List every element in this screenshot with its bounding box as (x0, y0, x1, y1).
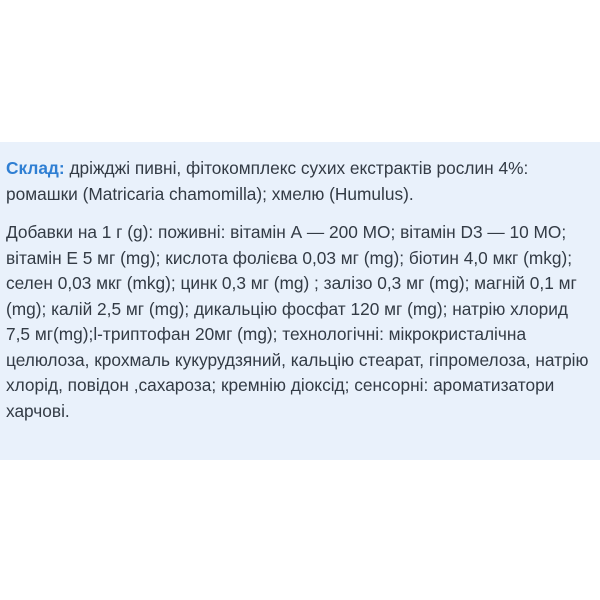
composition-label: Склад: (6, 158, 65, 178)
composition-text: дріжджі пивні, фітокомплекс сухих екстрактів рослин 4%: ромашки (Matricaria chamomilla); хмелю (Humulus). (6, 158, 529, 204)
composition-paragraph (6, 156, 590, 207)
additives-paragraph: Добавки на 1 г (g): поживні: вітамін А — 200 МО; вітамін D3 — 10 МО; вітамін Е 5 мг (mg); кислота фолієва 0,03 мг (mg); біотин 4,0 мкг (mkg); селен 0,03 мкг (mkg); цинк 0,3 мг (mg) ; залізо 0,3 мг (mg); магній 0,1 мг (mg); калій 2,5 мг (mg); дикальцію фосфат 120 мг (mg); натрію хлорид 7,5 мг(mg);l-триптофан 20мг (mg); технологічні: мікрокристалічна целюлоза, крохмаль кукурудзяний, кальцію стеарат, гіпромелоза, натрію хлорід, повідон ,сахароза; кремнію діоксід; сенсорні: ароматизатори харчові. (6, 222, 589, 421)
composition-panel (0, 142, 600, 460)
